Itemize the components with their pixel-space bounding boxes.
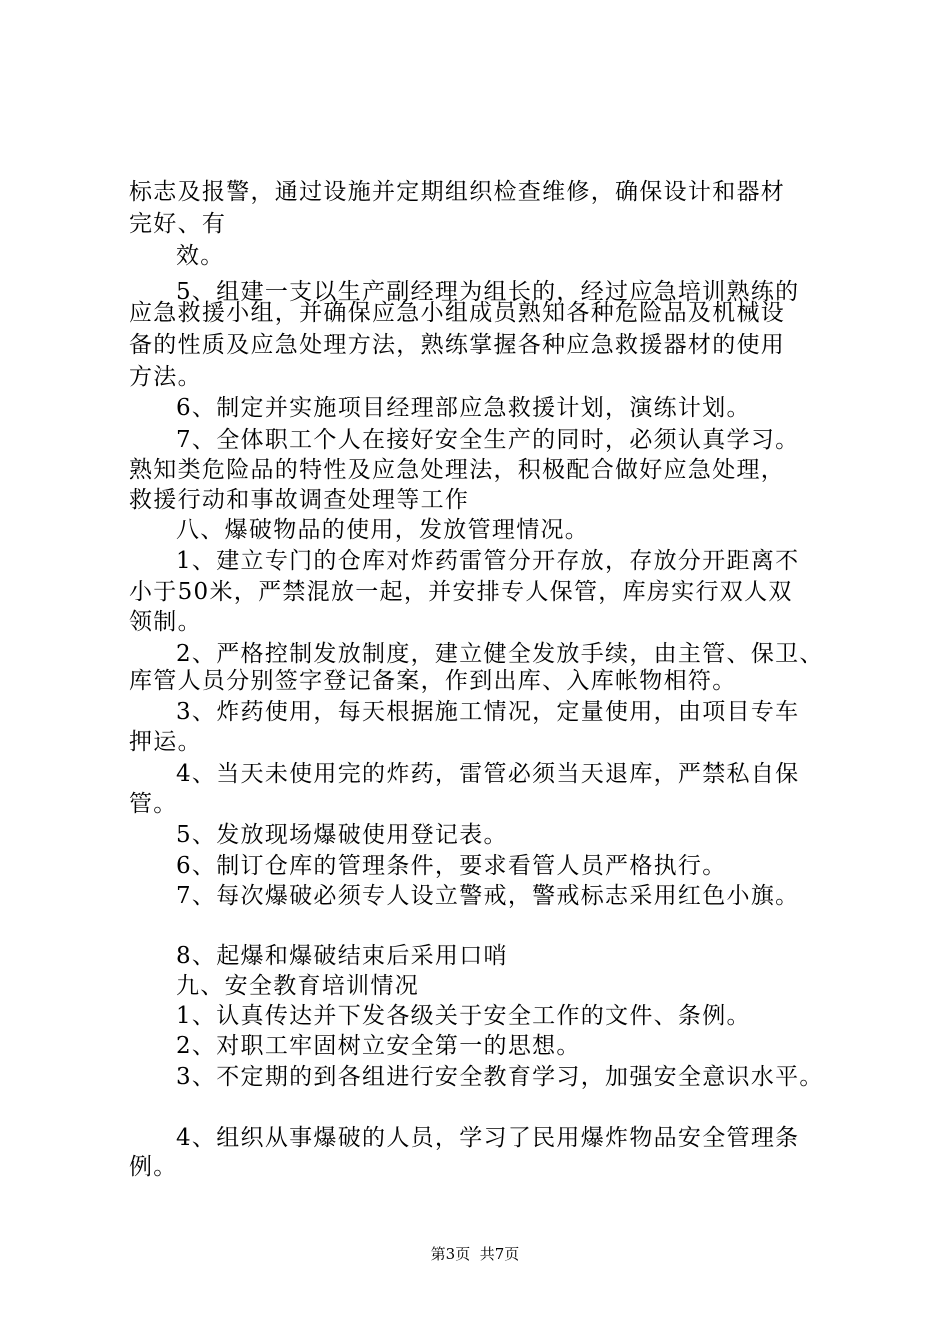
text-line: 效。 <box>176 243 225 269</box>
text-line: 熟知类危险品的特性及应急处理法，积极配合做好应急处理， <box>129 457 786 483</box>
text-line: 1、建立专门的仓库对炸药雷管分开存放，存放分开距离不 <box>176 548 800 574</box>
text-line: 小于50米，严禁混放一起，并安排专人保管，库房实行双人双 <box>129 579 793 605</box>
text-line: 标志及报警，通过设施并定期组织检查维修，确保设计和器材 <box>129 179 786 205</box>
page-total: 共7页 <box>479 1245 520 1263</box>
text-line: 6、制定并实施项目经理部应急救援计划，演练计划。 <box>176 395 751 421</box>
page-number: 第3页 <box>430 1245 471 1263</box>
text-line: 8、起爆和爆破结束后采用口哨 <box>176 943 508 969</box>
text-line: 1、认真传达并下发各级关于安全工作的文件、条例。 <box>176 1003 751 1029</box>
text-line: 5、组建一支以生产副经理为组长的，经过应急培训熟练的 <box>176 279 800 305</box>
text-line: 6、制订仓库的管理条件，要求看管人员严格执行。 <box>176 853 727 879</box>
text-line: 4、当天未使用完的炸药，雷管必须当天退库，严禁私自保 <box>176 761 800 787</box>
text-line: 7、全体职工个人在接好安全生产的同时，必须认真学习。 <box>176 427 800 453</box>
text-line: 备的性质及应急处理方法，熟练掌握各种应急救援器材的使用 <box>129 332 786 358</box>
text-line: 3、不定期的到各组进行安全教育学习，加强安全意识水平。 <box>176 1064 824 1090</box>
text-line: 完好、有 <box>129 211 227 237</box>
page-footer <box>0 1244 950 1264</box>
section-heading: 九、安全教育培训情况 <box>176 973 419 999</box>
text-line: 押运。 <box>129 729 202 755</box>
text-line: 3、炸药使用，每天根据施工情况，定量使用，由项目专车 <box>176 699 800 725</box>
text-line: 5、发放现场爆破使用登记表。 <box>176 822 508 848</box>
text-line: 库管人员分别签字登记备案，作到出库、入库帐物相符。 <box>129 668 737 694</box>
text-line: 7、每次爆破必须专人设立警戒，警戒标志采用红色小旗。 <box>176 883 800 909</box>
text-line: 领制。 <box>129 609 202 635</box>
text-line: 4、组织从事爆破的人员，学习了民用爆炸物品安全管理条 <box>176 1125 800 1151</box>
text-line: 2、严格控制发放制度，建立健全发放手续，由主管、保卫、 <box>176 641 824 667</box>
text-line: 2、对职工牢固树立安全第一的思想。 <box>176 1033 581 1059</box>
text-line: 应急救援小组，并确保应急小组成员熟知各种危险品及机械设 <box>129 300 786 326</box>
text-line: 救援行动和事故调查处理等工作 <box>129 487 470 513</box>
text-line: 管。 <box>129 791 178 817</box>
text-line: 方法。 <box>129 364 202 390</box>
section-heading: 八、爆破物品的使用，发放管理情况。 <box>176 517 590 543</box>
text-line: 例。 <box>129 1154 178 1180</box>
